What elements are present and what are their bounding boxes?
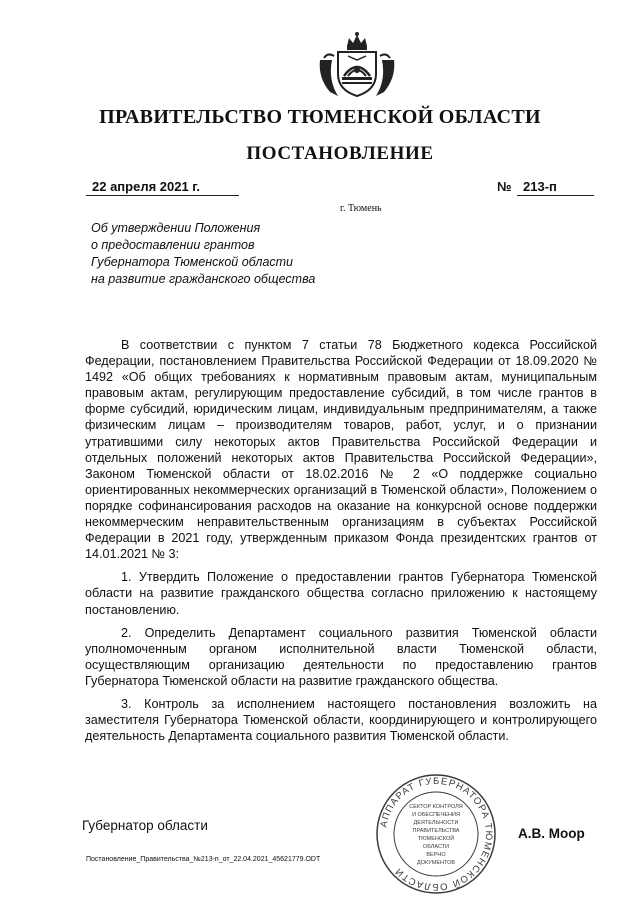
number-sign: № xyxy=(497,179,512,194)
signer-name: А.В. Моор xyxy=(518,826,585,841)
government-title: ПРАВИТЕЛЬСТВО ТЮМЕНСКОЙ ОБЛАСТИ xyxy=(99,106,541,128)
document-date: 22 апреля 2021 г. xyxy=(92,179,201,194)
stamp-inner-line: ТЮМЕНСКОЙ xyxy=(417,836,455,842)
stamp-inner-line: СЕКТОР КОНТРОЛЯ xyxy=(409,804,463,810)
city-label: г. Тюмень xyxy=(340,203,382,214)
number-underline xyxy=(517,195,594,196)
subject-line: на развитие гражданского общества xyxy=(91,272,316,286)
document-type-title: ПОСТАНОВЛЕНИЕ xyxy=(246,143,434,164)
stamp-inner-line: ДОКУМЕНТОВ xyxy=(416,860,456,866)
preamble-paragraph: В соответствии с пунктом 7 статьи 78 Бюджетного кодекса Российской Федерации, постановлением Правительства Российской Федерации от 18.09.2020 № 1492 «Об общих требованиях к нормативным правовым актам, муниципальным правовым актам, регулирующим предоставление субсидий, в том числе грантов в форме субсидий, юридическим лицам, индивидуальным предпринимателям, а также физическим лицам – производителям товаров, работ, услуг, и о признании утратившими силу некоторых актов Правительства Российской Федерации и отдельных положений некоторых актов Правительства Российской Федерации», Законом Тюменской области от 18.02.2016 № 2 «О поддержке социально ориентированных некоммерческих организаций в Тюменской области», Положением о порядке софинансирования расходов на оказание на конкурсной основе поддержки некоммерческим неправительственным организациям в субъектах Российской Федерации в 2021 году, утвержденным приказом Фонда президентских грантов от 14.01.2021 № 3: xyxy=(85,338,597,562)
stamp-inner-line: ДЕЯТЕЛЬНОСТИ xyxy=(413,820,459,826)
stamp-ring-text: АППАРАТ ГУБЕРНАТОРА ТЮМЕНСКОЙ ОБЛАСТИ xyxy=(378,775,495,893)
footer-filename: Постановление_Правительства_№213-п_от_22.04.2021_45621779.ODT xyxy=(86,856,321,863)
signatory-position: Губернатор области xyxy=(82,818,208,833)
official-stamp xyxy=(374,772,498,896)
stamp-inner-line: ПРАВИТЕЛЬСТВА xyxy=(412,828,460,834)
stamp-inner-line: ВЕРНО xyxy=(426,852,446,858)
subject-line: Об утверждении Положения xyxy=(91,221,261,235)
clause-2-paragraph: 2. Определить Департамент социального развития Тюменской области уполномоченным органом исполнительной власти Тюменской области, осуществляющим организацию деятельности по предоставлению грантов Губернатора Тюменской области на развитие гражданского общества. xyxy=(85,625,597,688)
clause-1-paragraph: 1. Утвердить Положение о предоставлении грантов Губернатора Тюменской области на развитие гражданского общества согласно приложению к настоящему постановлению. xyxy=(85,570,597,617)
document-subject xyxy=(91,220,391,288)
subject-line: Губернатора Тюменской области xyxy=(91,255,294,269)
stamp-inner-line: ОБЛАСТИ xyxy=(422,844,450,850)
document-number: 213-п xyxy=(523,179,557,194)
document-body xyxy=(85,337,597,751)
stamp-inner-line: И ОБЕСПЕЧЕНИЯ xyxy=(412,812,460,818)
clause-3-paragraph: 3. Контроль за исполнением настоящего постановления возложить на заместителя Губернатора Тюменской области, координирующего и контролирующего деятельность Департамента социального развития Тюменской области. xyxy=(85,696,597,744)
date-underline xyxy=(86,195,239,196)
subject-line: о предоставлении грантов xyxy=(91,238,255,252)
coat-of-arms-icon xyxy=(314,30,400,100)
svg-text:АППАРАТ ГУБЕРНАТОРА ТЮМЕНСКОЙ xyxy=(378,776,494,892)
